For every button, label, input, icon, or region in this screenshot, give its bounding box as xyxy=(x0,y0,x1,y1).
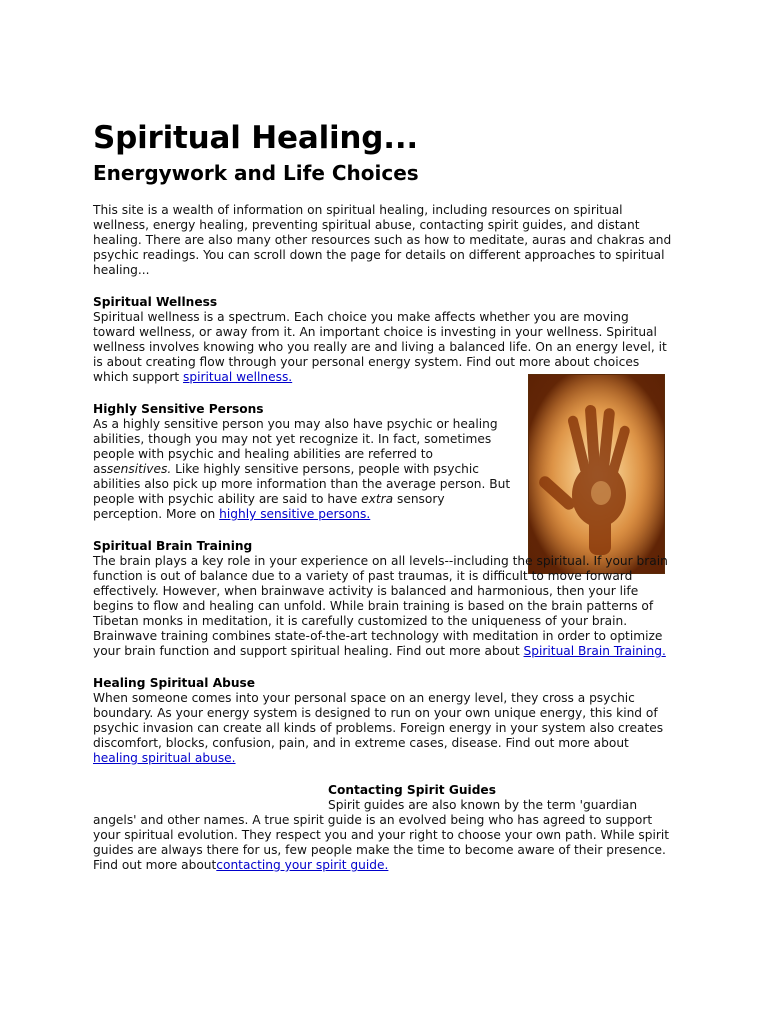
section-body xyxy=(93,310,673,385)
page-title: Spiritual Healing... xyxy=(93,120,419,156)
intro-paragraph: This site is a wealth of information on spiritual healing, including resources on spiritual wellness, energy healing, preventing spiritual abuse, contacting spirit guides, and distant healing. There are also many other resources such as how to meditate, auras and chakras and psychic readings. You can scroll down the page for details on different approaches to spiritual healing... xyxy=(93,203,672,277)
spiritual-wellness-link[interactable]: spiritual wellness. xyxy=(183,370,293,384)
section-text: The brain plays a key role in your experience on all levels--including the spiritual. If your brain function is out of balance due to a variety of past traumas, it is difficult to move forward effectively. However, when brainwave activity is balanced and harmonious, then your life begins to flow and healing can unfold. While brain training is based on the brain patterns of Tibetan monks in meditation, it is carefully customized to the uniqueness of your brain. Brainwave training combines state-of-the-art technology with meditation in order to optimize your brain function and support spiritual healing. Find out more about xyxy=(93,554,668,658)
section-body xyxy=(93,691,673,766)
section-heading: Healing Spiritual Abuse xyxy=(93,676,256,690)
contacting-spirit-guide-link[interactable]: contacting your spirit guide. xyxy=(216,858,389,872)
section-text: Spiritual wellness is a spectrum. Each choice you make affects whether you are moving toward wellness, or away from it. An important choice is investing in your wellness. Spiritual wellness involves knowing who you really are and living a balanced life. On an energy level, it is about creating flow through your personal energy system. Find out more about choices which support xyxy=(93,310,667,384)
section-body xyxy=(93,417,515,522)
section-spiritual-brain-training xyxy=(93,539,673,659)
page-subtitle: Energywork and Life Choices xyxy=(93,161,419,185)
spiritual-brain-training-link[interactable]: Spiritual Brain Training. xyxy=(523,644,666,658)
section-text: Like highly sensitive persons, people with psychic abilities also pick up more information than the average person. But people with psychic ability are said to have xyxy=(93,462,511,506)
section-healing-spiritual-abuse xyxy=(93,676,673,766)
page-content xyxy=(93,118,673,873)
section-body xyxy=(93,554,673,659)
section-text: As a highly sensitive person you may also have psychic or healing abilities, though you may not yet recognize it. In fact, sometimes people with psychic and healing abilities are referred to as xyxy=(93,417,498,476)
highly-sensitive-persons-link[interactable]: highly sensitive persons. xyxy=(219,507,371,521)
section-heading: Spiritual Wellness xyxy=(93,295,218,309)
emphasis-text: extra xyxy=(361,492,394,506)
section-text: sensory perception. More on xyxy=(93,492,445,521)
section-spiritual-wellness xyxy=(93,295,673,385)
section-highly-sensitive-persons xyxy=(93,402,515,522)
section-heading: Contacting Spirit Guides xyxy=(328,783,496,797)
section-body xyxy=(93,798,673,873)
emphasis-text: sensitives. xyxy=(106,462,172,476)
section-text: When someone comes into your personal space on an energy level, they cross a psychic boundary. As your energy system is designed to run on your own unique energy, this kind of psychic invasion can create all kinds of problems. Foreign energy in your system also creates discomfort, blocks, confusion, pain, and in extreme cases, disease. Find out more about xyxy=(93,691,664,750)
section-heading: Highly Sensitive Persons xyxy=(93,402,264,416)
section-heading: Spiritual Brain Training xyxy=(93,539,253,553)
section-contacting-spirit-guides xyxy=(93,783,673,873)
section-text: Spirit guides are also known by the term 'guardian angels' and other names. A true spirit guide is an evolved being who has agreed to support your spiritual evolution. They respect you and your right to choose your own path. While spirit guides are always there for us, few people make the time to become aware of their presence. Find out more about xyxy=(93,798,670,872)
healing-spiritual-abuse-link[interactable]: healing spiritual abuse. xyxy=(93,751,236,765)
